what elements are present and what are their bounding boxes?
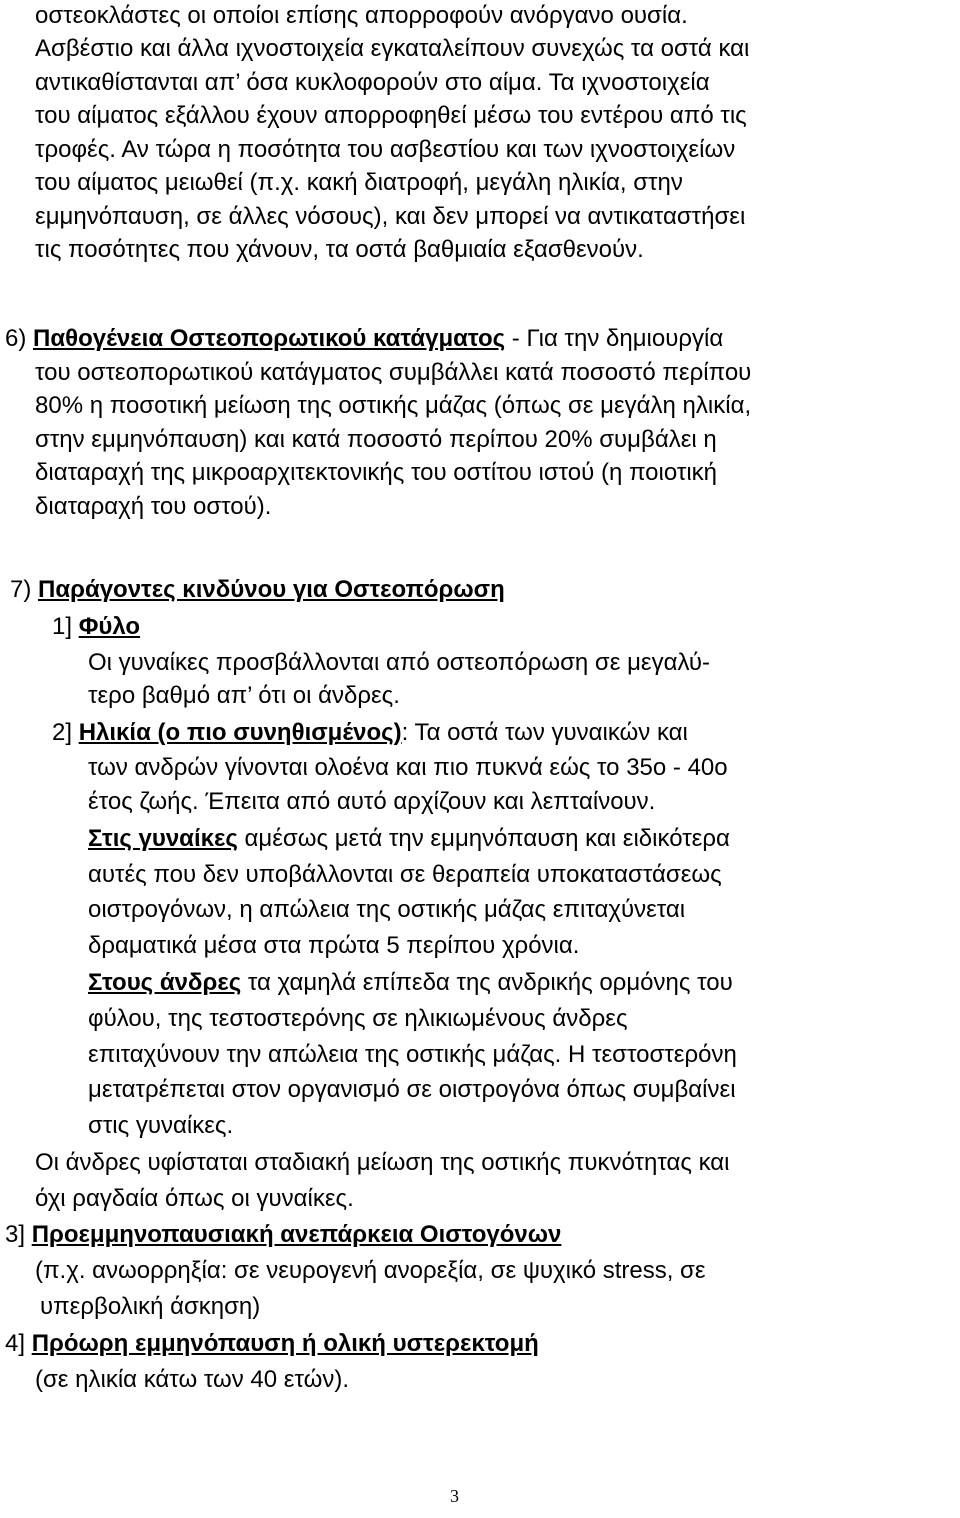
paragraph-line: αντικαθίστανται απ’ όσα κυκλοφορούν στο αίμα. Τα ιχνοστοιχεία — [35, 69, 710, 96]
women-subheading: Στις γυναίκες — [88, 825, 238, 852]
item-3-heading: Προεμμηνοπαυσιακή ανεπάρκεια Οιστογόνων — [31, 1221, 562, 1248]
paragraph-line: Οι άνδρες υφίσταται σταδιακή μείωση της οστικής πυκνότητας και — [35, 1149, 730, 1176]
paragraph-line: τις ποσότητες που χάνουν, τα οστά βαθμιαία εξασθενούν. — [35, 236, 644, 263]
item-number: 4] — [5, 1330, 32, 1357]
paragraph-line: Οι γυναίκες προσβάλλονται από οστεοπόρωση σε μεγαλύ- — [88, 649, 711, 676]
paragraph-line: του αίματος μειωθεί (π.χ. κακή διατροφή, μεγάλη ηλικία, στην — [35, 169, 683, 196]
page-number: 3 — [450, 1486, 459, 1506]
paragraph-line: στην εμμηνόπαυση) και κατά ποσοστό περίπου 20% συμβάλει η — [35, 426, 717, 453]
item-4-heading: Πρόωρη εμμηνόπαυση ή ολική υστερεκτομή — [31, 1330, 539, 1357]
paragraph-line: των ανδρών γίνονται ολοένα και πιο πυκνά εώς το 35ο - 40ο — [88, 754, 728, 781]
heading-continuation: τα χαμηλά επίπεδα της ανδρικής ορμόνης του — [241, 969, 733, 996]
item-1-heading: Φύλο — [78, 613, 141, 640]
item-number: 3] — [5, 1221, 32, 1248]
section-6-heading-line — [5, 323, 723, 355]
paragraph-line: δραματικά μέσα στα πρώτα 5 περίπου χρόνια. — [88, 932, 580, 959]
section-7-heading: Παράγοντες κινδύνου για Οστεοπόρωση — [38, 576, 505, 603]
section-number: 7) — [10, 576, 39, 603]
paragraph-line: οιστρογόνων, η απώλεια της οστικής μάζας επιταχύνεται — [88, 896, 686, 923]
item-4-heading-line — [5, 1328, 539, 1360]
item-1-heading-line — [52, 611, 140, 643]
paragraph-line: φύλου, της τεστοστερόνης σε ηλικιωμένους άνδρες — [88, 1005, 628, 1032]
women-subheading-line — [88, 823, 730, 855]
item-2-heading-line — [52, 717, 688, 749]
paragraph-line: του αίματος εξάλλου έχουν απορροφηθεί μέσω του εντέρου από τις — [35, 102, 747, 129]
section-6-heading: Παθογένεια Οστεοπορωτικού κατάγματος — [33, 325, 506, 352]
item-3-heading-line — [5, 1219, 561, 1251]
paragraph-line: μετατρέπεται στον οργανισμό σε οιστρογόνα όπως συμβαίνει — [88, 1076, 736, 1103]
item-2-heading: Ηλικία (ο πιο συνηθισμένος) — [78, 719, 402, 746]
paragraph-line: υπερβολική άσκηση) — [40, 1293, 261, 1320]
heading-continuation: - Για την δημιουργία — [505, 325, 724, 352]
item-number: 1] — [52, 613, 79, 640]
men-subheading: Στους άνδρες — [88, 969, 242, 996]
paragraph-line: όχι ραγδαία όπως οι γυναίκες. — [35, 1185, 354, 1212]
paragraph-line: επιταχύνουν την απώλεια της οστικής μάζας. Η τεστοστερόνη — [88, 1041, 737, 1068]
paragraph-line: (π.χ. ανωορρηξία: σε νευρογενή ανορεξία, σε ψυχικό stress, σε — [35, 1257, 706, 1284]
men-subheading-line — [88, 967, 733, 999]
heading-continuation: αμέσως μετά την εμμηνόπαυση και ειδικότερα — [237, 825, 730, 852]
paragraph-line: (σε ηλικία κάτω των 40 ετών). — [35, 1366, 350, 1393]
paragraph-line: στις γυναίκες. — [88, 1112, 234, 1139]
section-number: 6) — [5, 325, 34, 352]
paragraph-line: αυτές που δεν υποβάλλονται σε θεραπεία υποκαταστάσεως — [88, 861, 722, 888]
heading-continuation: : Τα οστά των γυναικών και — [401, 719, 688, 746]
paragraph-line: τροφές. Αν τώρα η ποσότητα του ασβεστίου και των ιχνοστοιχείων — [35, 136, 736, 163]
paragraph-line: του οστεοπορωτικού κατάγματος συμβάλλει κατά ποσοστό περίπου — [35, 359, 752, 386]
paragraph-line: 80% η ποσοτική μείωση της οστικής μάζας (όπως σε μεγάλη ηλικία, — [35, 392, 752, 419]
paragraph-line: διαταραχή της μικροαρχιτεκτονικής του οστίτου ιστού (η ποιοτική — [35, 459, 718, 486]
paragraph-line: έτος ζωής. Έπειτα από αυτό αρχίζουν και λεπταίνουν. — [88, 788, 656, 815]
paragraph-line: οστεοκλάστες οι οποίοι επίσης απορροφούν ανόργανο ουσία. — [35, 2, 688, 29]
paragraph-line: διαταραχή του οστού). — [35, 493, 272, 520]
section-7-heading-line — [10, 574, 505, 606]
item-number: 2] — [52, 719, 79, 746]
paragraph-line: εμμηνόπαυση, σε άλλες νόσους), και δεν μπορεί να αντικαταστήσει — [35, 203, 746, 230]
paragraph-line: τερο βαθμό απ’ ότι οι άνδρες. — [88, 682, 400, 709]
paragraph-line: Ασβέστιο και άλλα ιχνοστοιχεία εγκαταλείπουν συνεχώς τα οστά και — [35, 35, 750, 62]
